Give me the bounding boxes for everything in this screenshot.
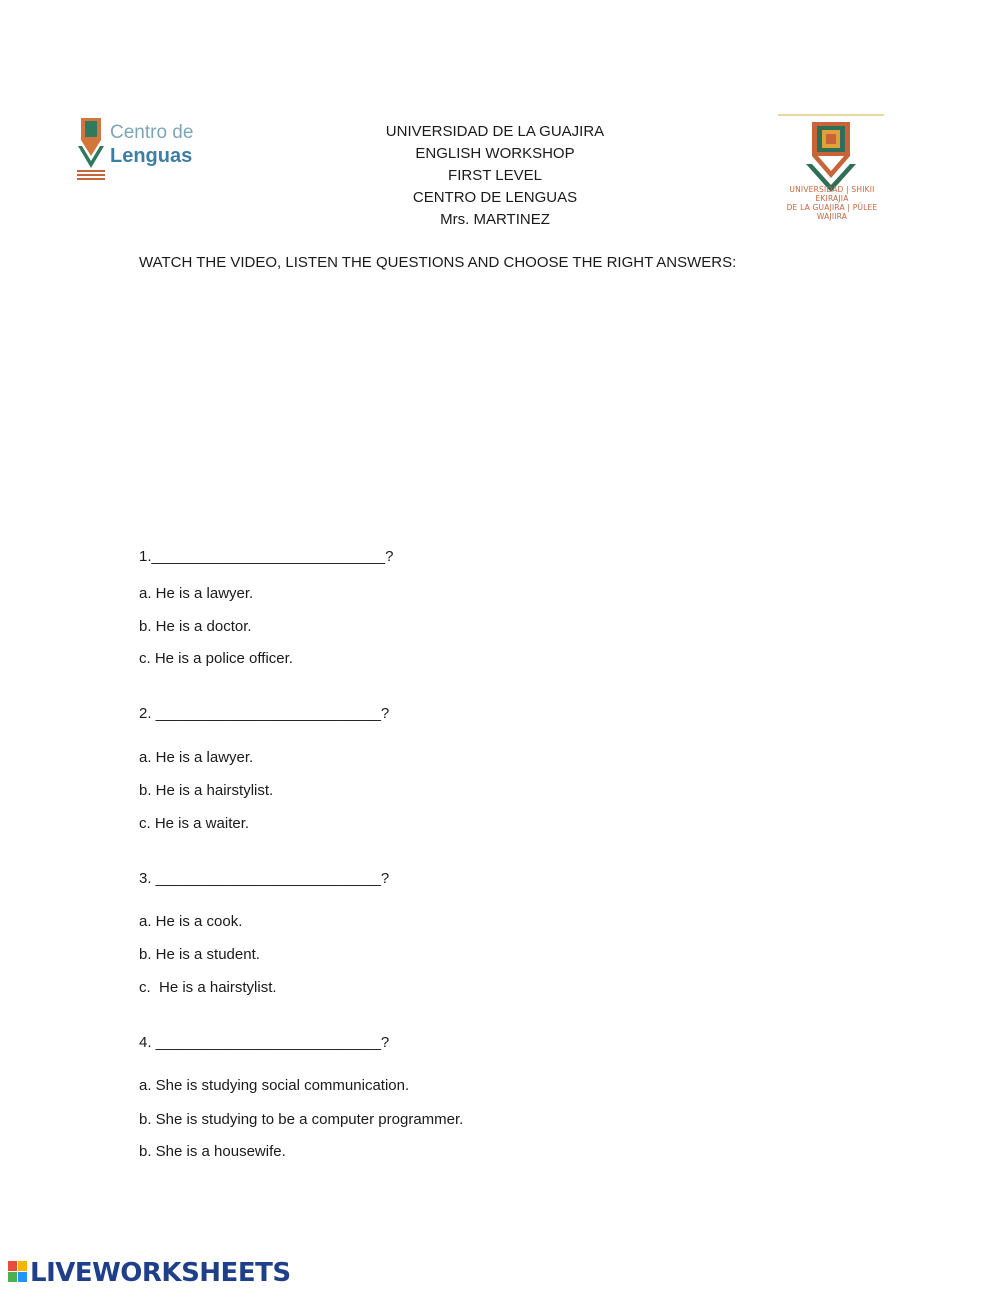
question-1-option-b[interactable]: b. He is a doctor. xyxy=(139,618,252,635)
question-3-option-b[interactable]: b. He is a student. xyxy=(139,946,260,963)
question-2-prompt[interactable]: 2. ___________________________? xyxy=(139,705,390,722)
question-4-option-b[interactable]: b. She is studying to be a computer programmer. xyxy=(139,1111,464,1128)
question-1-option-a[interactable]: a. He is a lawyer. xyxy=(139,585,254,602)
question-4-option-a[interactable]: a. She is studying social communication. xyxy=(139,1077,410,1094)
question-4-prompt[interactable]: 4. ___________________________? xyxy=(139,1034,390,1051)
instruction-text: WATCH THE VIDEO, LISTEN THE QUESTIONS AND CHOOSE THE RIGHT ANSWERS: xyxy=(139,254,737,271)
brand-wordmark: LIVEWORKSHEETS xyxy=(30,1258,291,1288)
question-3-option-a[interactable]: a. He is a cook. xyxy=(139,913,243,930)
question-2-option-b[interactable]: b. He is a hairstylist. xyxy=(139,782,274,799)
logo-caption: UNIVERSIDAD | SHIKII EKIRAJIA DE LA GUAJIRA | PÜLEE WAJIIRA xyxy=(786,185,878,221)
question-1-prompt[interactable]: 1.____________________________? xyxy=(139,548,394,565)
universidad-la-guajira-logo xyxy=(776,112,888,221)
level-name: FIRST LEVEL xyxy=(448,167,542,184)
course-name: ENGLISH WORKSHOP xyxy=(415,145,575,162)
question-2-option-a[interactable]: a. He is a lawyer. xyxy=(139,749,254,766)
question-1-option-c[interactable]: c. He is a police officer. xyxy=(139,650,293,667)
guajira-emblem-icon xyxy=(806,120,856,192)
question-2-option-c[interactable]: c. He is a waiter. xyxy=(139,815,250,832)
teacher-name: Mrs. MARTINEZ xyxy=(440,211,550,228)
university-name: UNIVERSIDAD DE LA GUAJIRA xyxy=(385,123,605,140)
university-emblem-icon xyxy=(76,116,106,182)
department-name: CENTRO DE LENGUAS xyxy=(412,189,578,206)
liveworksheets-icon xyxy=(8,1261,28,1283)
logo-divider xyxy=(778,114,884,116)
logo-text-lenguas: Lenguas xyxy=(110,145,193,167)
question-3-option-c[interactable]: c. He is a hairstylist. xyxy=(139,979,277,996)
question-3-prompt[interactable]: 3. ___________________________? xyxy=(139,870,390,887)
logo-text-centro: Centro de xyxy=(110,122,194,143)
centro-de-lenguas-logo xyxy=(76,116,200,184)
question-4-option-c[interactable]: b. She is a housewife. xyxy=(139,1143,286,1160)
worksheet-header xyxy=(300,121,690,231)
